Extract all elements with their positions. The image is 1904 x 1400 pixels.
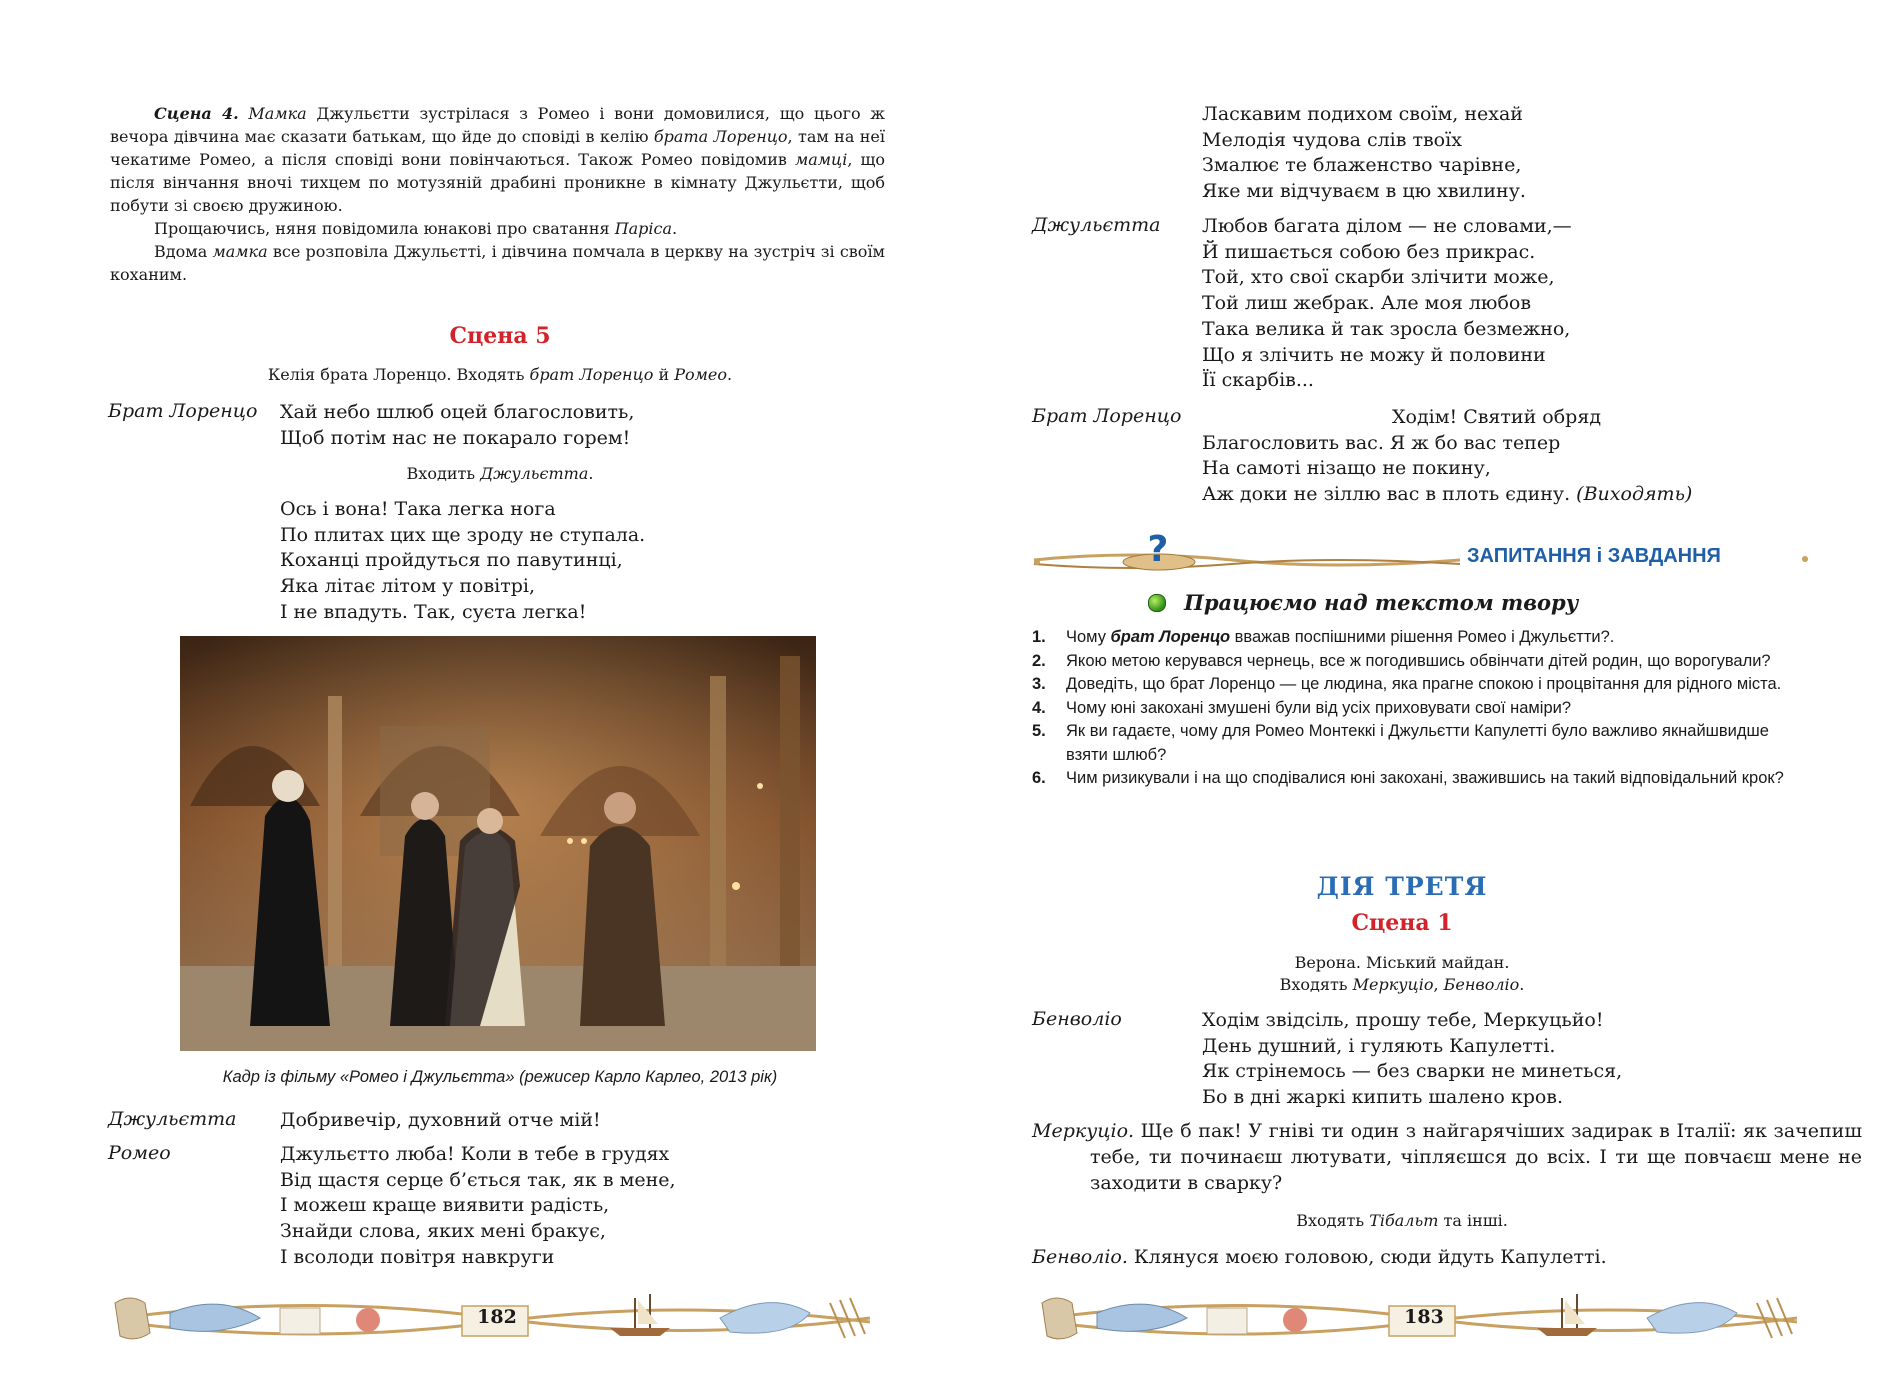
mercutio-speech: Меркуціо. Ще б пак! У гніві ти один з найгарячіших задирак в Італії: як зачепиш тебе, ти починаєш лютувати, чіпляєшся до всіх. І ти ще повчаєш мене не заходити в сварку?: [1032, 1120, 1862, 1194]
juliet-enters-direction: Входить Джульєтта.: [406, 464, 594, 483]
questions-list: [1032, 626, 1807, 791]
speaker-juliet: Джульєтта: [1032, 214, 1161, 236]
scene-1-title: Сцена 1: [1351, 910, 1453, 936]
summary-text: [110, 102, 885, 286]
right-page: [952, 0, 1904, 1400]
speaker-benvolio: Бенволіо: [1032, 1008, 1122, 1030]
juliet-line: Добривечір, духовний отче мій!: [280, 1109, 601, 1131]
questions-banner-ornament: [1032, 529, 1462, 576]
lorenzo-verse: Ходім! Святий обряд Благословить вас. Я ж бо вас тепер На самоті нізащо не покину, Аж доки не зіллю вас в плоть єдину. (Виходять): [1202, 406, 1693, 506]
banner-end-dot-icon: [1802, 556, 1808, 562]
juliet-verse: Любов багата ділом — не словами,— Й пишається собою без прикрас. Той, хто свої скарби злічити може, Той лиш жебрак. Але моя любов Така велика й так зросла безмежно, Що я злічить не можу й половини Її скарбів...: [1202, 215, 1572, 392]
film-still-image: [180, 636, 816, 1051]
question-mark-icon: ?: [1147, 529, 1169, 570]
summary-paragraph-2: Прощаючись, няня повідомила юнакові про сватання Паріса.: [154, 219, 678, 238]
question-item: 2. Якою метою керувався чернець, все ж погодившись обвінчати дітей родин, що ворогували?: [1032, 651, 1771, 670]
scene-5-stage-direction: Келія брата Лоренцо. Входять брат Лоренцо й Ромео.: [267, 365, 733, 384]
work-on-text-heading: Працюємо над текстом твору: [1184, 590, 1579, 615]
page-number: 182: [477, 1306, 517, 1328]
lorenzo-verse-1: Хай небо шлюб оцей благословить, Щоб потім нас не покарало горем!: [280, 401, 635, 449]
tybalt-enters-direction: Входять Тібальт та інші.: [1296, 1211, 1508, 1230]
speaker-juliet: Джульєтта: [108, 1108, 237, 1130]
romeo-verse-continued: Ласкавим подихом своїм, нехай Мелодія чудова слів твоїх Змалює те блаженство чарівне, Яке ми відчуваєм в цю хвилину.: [1202, 103, 1526, 203]
speaker-lorenzo: Брат Лоренцо: [108, 400, 258, 422]
speaker-romeo: Ромео: [108, 1142, 171, 1164]
question-item: 6. Чим ризикували і на що сподівалися юні закохані, зважившись на такий відповідальний крок?: [1032, 769, 1784, 787]
summary-paragraph-3: Вдома мамка все розповіла Джульєтті, і дівчина помчала в церкву на зустріч зі своїм коханим.: [110, 242, 886, 284]
question-item: 3. Доведіть, що брат Лоренцо — це людина, яка прагне спокою і процвітання для рідного міста.: [1032, 675, 1782, 693]
benvolio-verse: Ходім звідсіль, прошу тебе, Меркуцьйо! День душний, і гуляють Капулетті. Як стрінемось — без сварки не минеться, Бо в дні жаркі кипить шалено кров.: [1202, 1009, 1623, 1109]
benvolio-speech: Бенволіо. Клянуся моєю головою, сюди йдуть Капулетті.: [1032, 1246, 1607, 1268]
image-caption: Кадр із фільму «Ромео і Джульєтта» (режисер Карло Карлео, 2013 рік): [222, 1068, 778, 1086]
question-item: 4. Чому юні закохані змушені були від усіх приховувати свої наміри?: [1032, 698, 1572, 717]
questions-banner-title: ЗАПИТАННЯ і ЗАВДАННЯ: [1467, 545, 1721, 567]
scene-5-title: Сцена 5: [449, 323, 551, 349]
question-item: 1. Чому брат Лоренцо вважав поспішними рішення Ромео і Джульєтти?.: [1032, 628, 1615, 646]
speaker-lorenzo: Брат Лоренцо: [1032, 405, 1182, 427]
lorenzo-verse-2: Ось і вона! Така легка нога По плитах цих ще зроду не ступала. Коханці пройдуться по павутинці, Яка літає літом у повітрі, І не впадуть. Так, суєта легка!: [280, 498, 646, 623]
question-item: 5. Як ви гадаєте, чому для Ромео Монтеккі і Джульєтти Капулетті було важливо якнайшвидше взяти шлюб?: [1032, 722, 1769, 764]
page-number: 183: [1404, 1306, 1444, 1328]
scene-1-stage-direction: Верона. Міський майдан. Входять Меркуціо, Бенволіо.: [1279, 953, 1525, 994]
act-3-title: ДІЯ ТРЕТЯ: [1316, 872, 1488, 901]
green-bullet-icon: [1148, 594, 1166, 612]
romeo-verse: Джульєтто люба! Коли в тебе в грудях Від щастя серце б’ється так, як в мене, І можеш краще виявити радість, Знайди слова, яких мені бракує, І всолоди повітря навкруги: [280, 1143, 676, 1268]
summary-paragraph-1: Сцена 4. Мамка Джульєтти зустрілася з Ромео і вони домовилися, що цього ж вечора дівчина має сказати батькам, що йде до сповіді в келію брата Лоренцо, там на неї чекатиме Ромео, а після сповіді вони повінчаються. Також Ромео повідомив мамці, що після вінчання вночі тихцем по мотузяній драбині проникне в кімнату Джульєтти, щоб побути зі своєю дружиною.: [110, 104, 886, 215]
